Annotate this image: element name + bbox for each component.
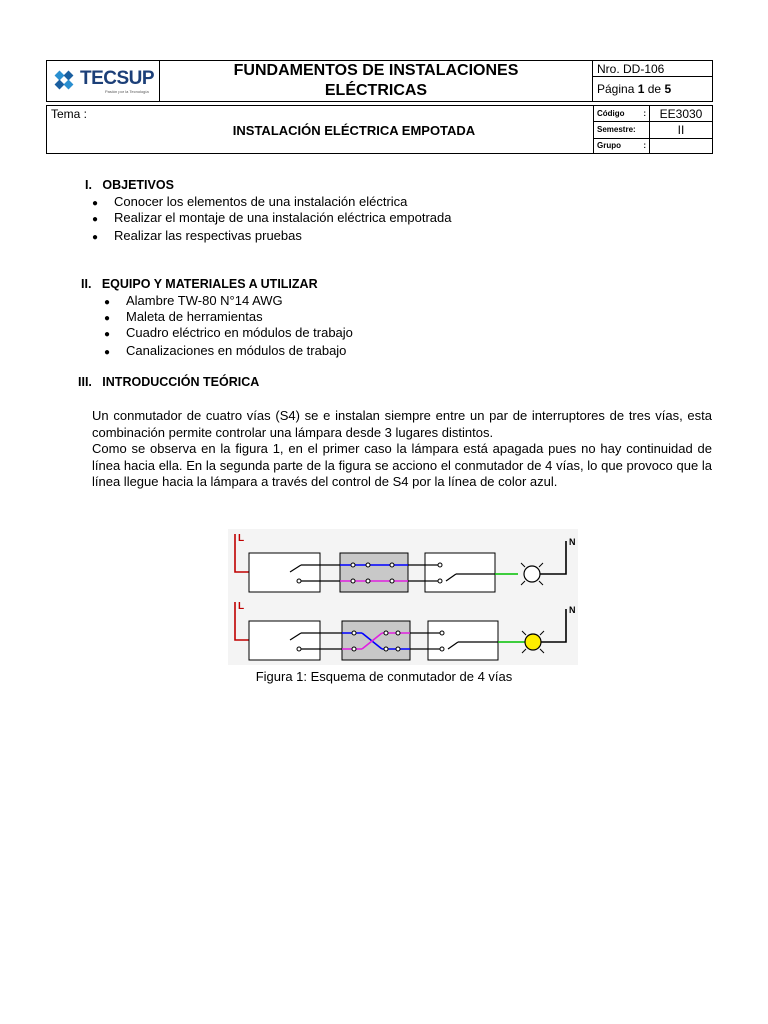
terminal [390,563,394,567]
list-item [104,343,346,358]
page-label: Página [597,82,635,96]
paragraph-2: Como se observa en la figura 1, en el primer caso la lámpara está apagada pues no hay continuidad de línea hacia ella. En la segunda parte de la figura se acciono el conmutador de 4 vías, lo que provoco que la línea llegue hacia la lámpara a través del control de S4 por la línea de color azul. [92,441,712,489]
tema-title: INSTALACIÓN ELÉCTRICA EMPOTADA [232,123,476,138]
codigo-value: EE3030 [650,106,713,122]
terminal [438,579,442,583]
codigo-label: Código [597,109,625,119]
codigo-label-cell [594,106,650,122]
terminal [366,579,370,583]
switch-s4-bottom [342,621,410,660]
terminal [351,579,355,583]
tema-label: Tema : [51,107,88,121]
list-item [104,309,263,324]
terminal [440,631,444,635]
list-item [92,194,407,209]
section-introduccion-title: III. INTRODUCCIÓN TEÓRICA [78,375,260,389]
grupo-colon: : [643,141,646,151]
section-equipo-title: II. EQUIPO Y MATERIALES A UTILIZAR [81,277,318,291]
page-indicator [593,77,713,102]
lamp-on-icon [525,634,541,650]
terminal [352,631,356,635]
list-item-text: Alambre TW-80 N°14 AWG [126,293,283,308]
semestre-label: Semestre: [594,122,650,138]
tema-cell [47,106,594,154]
terminal [366,563,370,567]
terminal [396,631,400,635]
title-line-1: FUNDAMENTOS DE INSTALACIONES [233,62,519,79]
terminal [390,579,394,583]
terminal [351,563,355,567]
bullet-icon: ● [104,329,111,340]
title-line-2: ELÉCTRICAS [324,82,428,99]
logo-text: TECSUP [80,68,155,89]
list-item [92,210,451,225]
logo-cell [47,61,160,102]
list-item-text: Conocer los elementos de una instalación eléctrica [114,194,408,209]
grupo-value [650,138,713,153]
bullet-icon: ● [104,297,111,308]
four-way-switch-diagram [228,529,578,665]
logo-tagline: Pasión por la Tecnología [105,89,149,94]
tema-table [46,105,713,154]
lamp-off-icon [524,566,540,582]
section-objetivos-title: I. OBJETIVOS [85,178,174,192]
terminal [384,631,388,635]
terminal [297,647,301,651]
bullet-icon: ● [92,214,99,225]
page-total: 5 [664,82,672,96]
switch-s3-right-bottom [428,621,498,660]
terminal [352,647,356,651]
bullet-icon: ● [92,232,99,243]
codigo-colon: : [643,109,646,119]
switch-s4-top [340,553,408,592]
label-l-top: L [238,533,245,544]
bullet-icon: ● [92,198,99,209]
terminal [438,563,442,567]
list-item [104,293,283,308]
label-l-bottom: L [238,601,245,612]
terminal [384,647,388,651]
bullet-icon: ● [104,313,111,324]
header-table [46,60,713,102]
semestre-value: II [650,122,713,138]
document-title [160,61,593,102]
list-item-text: Maleta de herramientas [126,309,263,324]
switch-s3-left-top [249,553,320,592]
page-current: 1 [637,82,645,96]
terminal [297,579,301,583]
bullet-icon: ● [104,347,111,358]
list-item-text: Realizar el montaje de una instalación eléctrica empotrada [114,210,452,225]
label-n-bottom: N [569,605,576,615]
terminal [440,647,444,651]
switch-s3-left-bottom [249,621,320,660]
page-of: de [647,82,662,96]
list-item-text: Canalizaciones en módulos de trabajo [126,343,347,358]
label-n-top: N [569,537,576,547]
switch-s3-right-top [425,553,495,592]
grupo-label-cell [594,138,650,153]
doc-number: Nro. DD-106 [593,61,713,77]
terminal [396,647,400,651]
paragraph-1: Un conmutador de cuatro vías (S4) se e instalan siempre entre un par de interruptores de tres vías, esta combinación permite controlar una lámpara desde 3 lugares distintos. [92,408,712,440]
figure-caption: Figura 1: Esquema de conmutador de 4 vías [255,669,513,684]
grupo-label: Grupo [597,141,621,151]
list-item [92,228,302,243]
list-item [104,325,353,340]
list-item-text: Realizar las respectivas pruebas [114,228,302,243]
list-item-text: Cuadro eléctrico en módulos de trabajo [126,325,353,340]
